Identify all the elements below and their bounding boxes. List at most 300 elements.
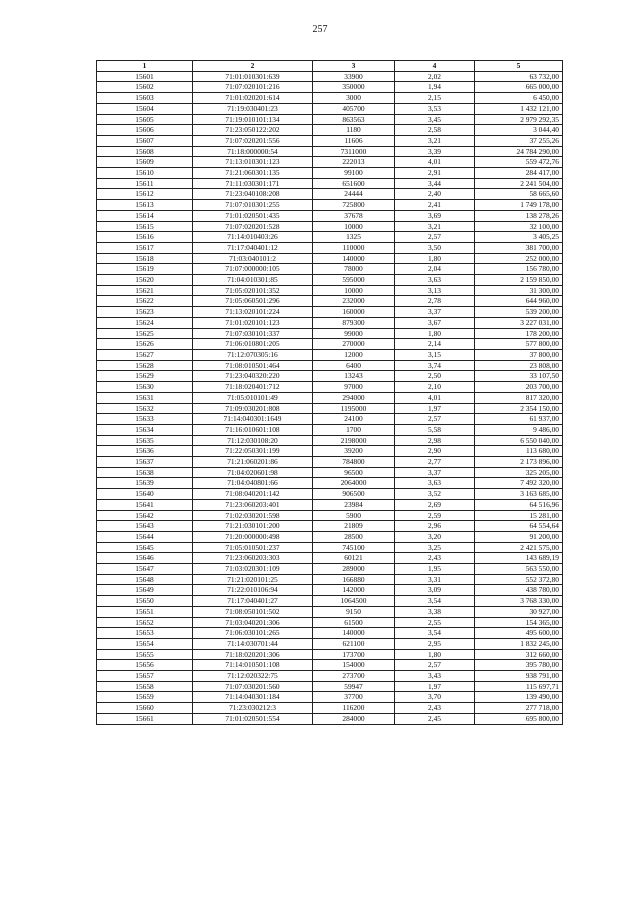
table-cell-col-4: 2,57 — [395, 414, 475, 425]
table-cell-col-2: 71:21:030101:200 — [193, 521, 313, 532]
table-cell-col-2: 71:03:040101:2 — [193, 253, 313, 264]
table-cell-col-3: 13243 — [313, 371, 395, 382]
table-cell-col-3: 222013 — [313, 157, 395, 168]
table-cell-col-5: 143 689,19 — [475, 553, 563, 564]
table-cell-col-2: 71:07:020201:528 — [193, 221, 313, 232]
table-cell-col-2: 71:19:010101:134 — [193, 114, 313, 125]
table-cell-col-2: 71:18:000000:54 — [193, 146, 313, 157]
table-cell-col-1: 15638 — [97, 467, 193, 478]
table-cell-col-5: 9 486,00 — [475, 424, 563, 435]
table-cell-col-2: 71:23:040320:220 — [193, 371, 313, 382]
table-cell-col-5: 644 960,00 — [475, 296, 563, 307]
table-cell-col-4: 2,43 — [395, 703, 475, 714]
table-header — [97, 61, 563, 72]
table-cell-col-5: 30 927,00 — [475, 606, 563, 617]
table-cell-col-4: 1,80 — [395, 649, 475, 660]
table-row — [97, 671, 563, 682]
column-header-2: 2 — [193, 61, 313, 72]
table-cell-col-5: 2 354 150,00 — [475, 403, 563, 414]
table-row — [97, 510, 563, 521]
table-cell-col-3: 78000 — [313, 264, 395, 275]
table-cell-col-4: 1,80 — [395, 328, 475, 339]
table-cell-col-4: 2,96 — [395, 521, 475, 532]
table-cell-col-5: 203 700,00 — [475, 382, 563, 393]
table-cell-col-5: 15 281,00 — [475, 510, 563, 521]
table-cell-col-4: 1,95 — [395, 564, 475, 575]
table-cell-col-3: 142000 — [313, 585, 395, 596]
table-cell-col-3: 1195000 — [313, 403, 395, 414]
table-cell-col-5: 33 107,50 — [475, 371, 563, 382]
table-cell-col-4: 1,94 — [395, 82, 475, 93]
table-cell-col-5: 63 732,00 — [475, 71, 563, 82]
table-cell-col-2: 71:03:040201:306 — [193, 617, 313, 628]
table-cell-col-3: 3000 — [313, 93, 395, 104]
table-cell-col-5: 252 000,00 — [475, 253, 563, 264]
table-row — [97, 114, 563, 125]
table-cell-col-1: 15641 — [97, 499, 193, 510]
table-cell-col-1: 15607 — [97, 135, 193, 146]
table-cell-col-2: 71:01:020101:123 — [193, 317, 313, 328]
table-cell-col-1: 15647 — [97, 564, 193, 575]
table-cell-col-1: 15639 — [97, 478, 193, 489]
table-cell-col-4: 2,78 — [395, 296, 475, 307]
table-cell-col-2: 71:18:020401:712 — [193, 382, 313, 393]
table-row — [97, 457, 563, 468]
column-header-1: 1 — [97, 61, 193, 72]
table-cell-col-2: 71:21:060301:135 — [193, 168, 313, 179]
table-cell-col-3: 11606 — [313, 135, 395, 146]
table-cell-col-4: 2,55 — [395, 617, 475, 628]
table-row — [97, 285, 563, 296]
table-cell-col-5: 695 800,00 — [475, 713, 563, 724]
table-cell-col-1: 15642 — [97, 510, 193, 521]
table-cell-col-1: 15656 — [97, 660, 193, 671]
table-cell-col-3: 154000 — [313, 660, 395, 671]
table-cell-col-5: 23 808,00 — [475, 360, 563, 371]
table-cell-col-1: 15603 — [97, 93, 193, 104]
table-cell-col-1: 15640 — [97, 489, 193, 500]
table-row — [97, 660, 563, 671]
table-cell-col-2: 71:17:040401:27 — [193, 596, 313, 607]
table-cell-col-1: 15606 — [97, 125, 193, 136]
table-row — [97, 168, 563, 179]
table-cell-col-1: 15612 — [97, 189, 193, 200]
table-cell-col-1: 15628 — [97, 360, 193, 371]
table-row — [97, 339, 563, 350]
table-cell-col-2: 71:08:040201:142 — [193, 489, 313, 500]
table-cell-col-4: 3,13 — [395, 285, 475, 296]
table-cell-col-4: 3,54 — [395, 596, 475, 607]
table-cell-col-4: 2,98 — [395, 435, 475, 446]
table-row — [97, 157, 563, 168]
table-cell-col-2: 71:20:000000:498 — [193, 531, 313, 542]
table-cell-col-2: 71:16:010601:108 — [193, 424, 313, 435]
table-row — [97, 221, 563, 232]
table-cell-col-3: 23984 — [313, 499, 395, 510]
table-row — [97, 435, 563, 446]
table-cell-col-2: 71:06:030101:265 — [193, 628, 313, 639]
table-cell-col-4: 2,40 — [395, 189, 475, 200]
table-cell-col-4: 3,21 — [395, 135, 475, 146]
table-cell-col-5: 3 044,40 — [475, 125, 563, 136]
table-cell-col-2: 71:08:010501:464 — [193, 360, 313, 371]
data-table — [96, 60, 563, 725]
table-cell-col-1: 15617 — [97, 242, 193, 253]
table-cell-col-1: 15654 — [97, 638, 193, 649]
table-cell-col-3: 12000 — [313, 349, 395, 360]
table-cell-col-1: 15631 — [97, 392, 193, 403]
table-row — [97, 467, 563, 478]
table-cell-col-1: 15637 — [97, 457, 193, 468]
table-cell-col-3: 60121 — [313, 553, 395, 564]
table-cell-col-5: 138 278,26 — [475, 210, 563, 221]
table-cell-col-5: 6 550 040,00 — [475, 435, 563, 446]
table-row — [97, 531, 563, 542]
table-cell-col-2: 71:22:050301:199 — [193, 446, 313, 457]
table-cell-col-5: 3 405,25 — [475, 232, 563, 243]
table-cell-col-4: 3,54 — [395, 628, 475, 639]
table-cell-col-2: 71:14:040301:1649 — [193, 414, 313, 425]
table-cell-col-1: 15635 — [97, 435, 193, 446]
table-cell-col-5: 58 665,60 — [475, 189, 563, 200]
table-row — [97, 200, 563, 211]
table-cell-col-4: 2,50 — [395, 371, 475, 382]
table-cell-col-1: 15643 — [97, 521, 193, 532]
table-cell-col-1: 15657 — [97, 671, 193, 682]
table-cell-col-1: 15645 — [97, 542, 193, 553]
table-cell-col-2: 71:21:020101:25 — [193, 574, 313, 585]
table-cell-col-2: 71:23:030212:3 — [193, 703, 313, 714]
table-cell-col-1: 15661 — [97, 713, 193, 724]
table-row — [97, 649, 563, 660]
table-cell-col-4: 2,14 — [395, 339, 475, 350]
table-cell-col-4: 3,38 — [395, 606, 475, 617]
table-row — [97, 638, 563, 649]
table-cell-col-4: 2,69 — [395, 499, 475, 510]
table-cell-col-3: 879300 — [313, 317, 395, 328]
table-cell-col-3: 28500 — [313, 531, 395, 542]
table-cell-col-4: 3,52 — [395, 489, 475, 500]
table-row — [97, 414, 563, 425]
table-cell-col-1: 15601 — [97, 71, 193, 82]
table-row — [97, 242, 563, 253]
table-cell-col-5: 2 241 504,00 — [475, 178, 563, 189]
table-cell-col-3: 59947 — [313, 681, 395, 692]
table-row — [97, 307, 563, 318]
table-cell-col-2: 71:05:020101:352 — [193, 285, 313, 296]
table-row — [97, 232, 563, 243]
table-cell-col-3: 784800 — [313, 457, 395, 468]
table-cell-col-1: 15618 — [97, 253, 193, 264]
table-cell-col-4: 2,90 — [395, 446, 475, 457]
table-cell-col-3: 10000 — [313, 285, 395, 296]
table-cell-col-4: 3,67 — [395, 317, 475, 328]
table-cell-col-4: 3,45 — [395, 114, 475, 125]
table-cell-col-3: 1064500 — [313, 596, 395, 607]
table-cell-col-5: 395 780,00 — [475, 660, 563, 671]
table-cell-col-4: 2,91 — [395, 168, 475, 179]
table-cell-col-2: 71:07:030101:337 — [193, 328, 313, 339]
table-cell-col-5: 277 718,00 — [475, 703, 563, 714]
table-cell-col-5: 6 450,00 — [475, 93, 563, 104]
table-cell-col-1: 15625 — [97, 328, 193, 339]
table-cell-col-2: 71:13:020101:224 — [193, 307, 313, 318]
table-row — [97, 382, 563, 393]
table-cell-col-4: 2,57 — [395, 232, 475, 243]
table-cell-col-5: 381 700,00 — [475, 242, 563, 253]
table-cell-col-5: 91 200,00 — [475, 531, 563, 542]
table-cell-col-4: 4,01 — [395, 392, 475, 403]
table-cell-col-2: 71:05:010501:237 — [193, 542, 313, 553]
table-cell-col-5: 325 205,00 — [475, 467, 563, 478]
table-cell-col-4: 2,57 — [395, 660, 475, 671]
table-row — [97, 146, 563, 157]
table-row — [97, 317, 563, 328]
table-cell-col-3: 21809 — [313, 521, 395, 532]
table-row — [97, 349, 563, 360]
table-cell-col-3: 37678 — [313, 210, 395, 221]
table-cell-col-3: 166880 — [313, 574, 395, 585]
table-cell-col-5: 154 365,00 — [475, 617, 563, 628]
table-cell-col-3: 270000 — [313, 339, 395, 350]
table-cell-col-3: 160000 — [313, 307, 395, 318]
table-row — [97, 275, 563, 286]
table-cell-col-2: 71:17:040401:12 — [193, 242, 313, 253]
column-header-4: 4 — [395, 61, 475, 72]
table-cell-col-1: 15614 — [97, 210, 193, 221]
table-body — [97, 71, 563, 724]
table-cell-col-3: 1180 — [313, 125, 395, 136]
table-cell-col-2: 71:14:010501:108 — [193, 660, 313, 671]
table-cell-col-4: 2,10 — [395, 382, 475, 393]
table-cell-col-3: 745100 — [313, 542, 395, 553]
table-cell-col-2: 71:07:010301:255 — [193, 200, 313, 211]
table-cell-col-2: 71:13:010301:123 — [193, 157, 313, 168]
table-cell-col-1: 15626 — [97, 339, 193, 350]
table-cell-col-2: 71:07:020201:556 — [193, 135, 313, 146]
table-cell-col-1: 15646 — [97, 553, 193, 564]
table-cell-col-4: 3,69 — [395, 210, 475, 221]
table-row — [97, 596, 563, 607]
table-cell-col-5: 64 516,96 — [475, 499, 563, 510]
table-cell-col-5: 113 680,00 — [475, 446, 563, 457]
table-cell-col-5: 31 300,00 — [475, 285, 563, 296]
table-row — [97, 713, 563, 724]
table-cell-col-1: 15611 — [97, 178, 193, 189]
table-row — [97, 264, 563, 275]
table-cell-col-5: 37 800,00 — [475, 349, 563, 360]
table-cell-col-5: 3 227 031,00 — [475, 317, 563, 328]
table-cell-col-3: 140000 — [313, 253, 395, 264]
table-row — [97, 189, 563, 200]
table-cell-col-2: 71:07:020101:216 — [193, 82, 313, 93]
table-cell-col-1: 15655 — [97, 649, 193, 660]
table-cell-col-4: 3,53 — [395, 103, 475, 114]
table-cell-col-2: 71:21:060201:86 — [193, 457, 313, 468]
table-cell-col-4: 3,37 — [395, 467, 475, 478]
table-cell-col-1: 15659 — [97, 692, 193, 703]
table-cell-col-3: 24100 — [313, 414, 395, 425]
table-cell-col-2: 71:01:020201:614 — [193, 93, 313, 104]
table-cell-col-1: 15615 — [97, 221, 193, 232]
table-row — [97, 681, 563, 692]
table-cell-col-1: 15616 — [97, 232, 193, 243]
table-row — [97, 125, 563, 136]
header-row — [97, 61, 563, 72]
table-row — [97, 446, 563, 457]
table-cell-col-3: 725800 — [313, 200, 395, 211]
table-row — [97, 553, 563, 564]
table-cell-col-5: 563 550,00 — [475, 564, 563, 575]
table-cell-col-3: 232000 — [313, 296, 395, 307]
table-row — [97, 403, 563, 414]
table-cell-col-2: 71:23:050122:202 — [193, 125, 313, 136]
table-cell-col-2: 71:02:030201:598 — [193, 510, 313, 521]
table-cell-col-3: 595000 — [313, 275, 395, 286]
table-cell-col-3: 273700 — [313, 671, 395, 682]
table-row — [97, 424, 563, 435]
table-cell-col-1: 15613 — [97, 200, 193, 211]
table-cell-col-5: 139 490,00 — [475, 692, 563, 703]
table-cell-col-2: 71:12:030108:20 — [193, 435, 313, 446]
table-cell-col-4: 3,09 — [395, 585, 475, 596]
table-cell-col-1: 15648 — [97, 574, 193, 585]
table-cell-col-5: 3 768 330,00 — [475, 596, 563, 607]
table-cell-col-3: 99100 — [313, 168, 395, 179]
table-cell-col-2: 71:12:070305:16 — [193, 349, 313, 360]
table-cell-col-4: 3,50 — [395, 242, 475, 253]
table-cell-col-3: 39200 — [313, 446, 395, 457]
table-cell-col-5: 7 492 320,00 — [475, 478, 563, 489]
table-cell-col-4: 3,20 — [395, 531, 475, 542]
table-cell-col-3: 2064000 — [313, 478, 395, 489]
table-cell-col-2: 71:23:060203:303 — [193, 553, 313, 564]
table-cell-col-4: 2,41 — [395, 200, 475, 211]
table-cell-col-4: 2,43 — [395, 553, 475, 564]
table-cell-col-4: 3,44 — [395, 178, 475, 189]
table-cell-col-2: 71:23:060203:401 — [193, 499, 313, 510]
table-cell-col-3: 33900 — [313, 71, 395, 82]
table-cell-col-1: 15650 — [97, 596, 193, 607]
table-cell-col-1: 15633 — [97, 414, 193, 425]
table-cell-col-4: 2,02 — [395, 71, 475, 82]
table-cell-col-4: 3,21 — [395, 221, 475, 232]
table-cell-col-5: 284 417,00 — [475, 168, 563, 179]
table-cell-col-4: 3,70 — [395, 692, 475, 703]
table-cell-col-4: 3,37 — [395, 307, 475, 318]
table-cell-col-4: 2,45 — [395, 713, 475, 724]
table-cell-col-3: 96500 — [313, 467, 395, 478]
table-cell-col-4: 5,58 — [395, 424, 475, 435]
table-cell-col-3: 7311000 — [313, 146, 395, 157]
table-row — [97, 628, 563, 639]
table-row — [97, 71, 563, 82]
table-row — [97, 135, 563, 146]
table-cell-col-5: 115 697,71 — [475, 681, 563, 692]
table-row — [97, 574, 563, 585]
table-row — [97, 93, 563, 104]
table-row — [97, 178, 563, 189]
table-cell-col-1: 15629 — [97, 371, 193, 382]
table-cell-col-3: 61500 — [313, 617, 395, 628]
table-row — [97, 360, 563, 371]
table-cell-col-4: 2,59 — [395, 510, 475, 521]
table-cell-col-4: 2,04 — [395, 264, 475, 275]
table-cell-col-4: 4,01 — [395, 157, 475, 168]
table-cell-col-1: 15620 — [97, 275, 193, 286]
table-cell-col-1: 15605 — [97, 114, 193, 125]
table-row — [97, 606, 563, 617]
table-cell-col-1: 15602 — [97, 82, 193, 93]
table-cell-col-4: 3,25 — [395, 542, 475, 553]
table-row — [97, 489, 563, 500]
table-cell-col-1: 15636 — [97, 446, 193, 457]
table-cell-col-5: 64 554,64 — [475, 521, 563, 532]
table-cell-col-3: 116200 — [313, 703, 395, 714]
table-cell-col-1: 15653 — [97, 628, 193, 639]
table-cell-col-2: 71:07:030201:560 — [193, 681, 313, 692]
table-cell-col-4: 2,95 — [395, 638, 475, 649]
table-cell-col-2: 71:22:010106:94 — [193, 585, 313, 596]
table-cell-col-5: 61 937,00 — [475, 414, 563, 425]
table-row — [97, 703, 563, 714]
table-cell-col-3: 294000 — [313, 392, 395, 403]
table-cell-col-5: 817 320,00 — [475, 392, 563, 403]
table-cell-col-1: 15608 — [97, 146, 193, 157]
table-row — [97, 478, 563, 489]
table-cell-col-5: 3 163 685,00 — [475, 489, 563, 500]
table-cell-col-2: 71:07:000000:105 — [193, 264, 313, 275]
table-cell-col-5: 552 372,80 — [475, 574, 563, 585]
table-cell-col-1: 15649 — [97, 585, 193, 596]
table-cell-col-4: 2,58 — [395, 125, 475, 136]
table-cell-col-3: 651600 — [313, 178, 395, 189]
table-cell-col-1: 15623 — [97, 307, 193, 318]
table-cell-col-3: 284000 — [313, 713, 395, 724]
table-cell-col-3: 405700 — [313, 103, 395, 114]
table-cell-col-2: 71:14:030701:44 — [193, 638, 313, 649]
table-cell-col-4: 3,39 — [395, 146, 475, 157]
table-cell-col-1: 15658 — [97, 681, 193, 692]
table-row — [97, 296, 563, 307]
table-cell-col-3: 6400 — [313, 360, 395, 371]
table-cell-col-3: 140000 — [313, 628, 395, 639]
table-cell-col-3: 906500 — [313, 489, 395, 500]
table-cell-col-5: 37 255,26 — [475, 135, 563, 146]
table-cell-col-5: 156 780,00 — [475, 264, 563, 275]
table-row — [97, 542, 563, 553]
table-cell-col-1: 15621 — [97, 285, 193, 296]
table-cell-col-5: 495 600,00 — [475, 628, 563, 639]
table-cell-col-2: 71:05:060501:296 — [193, 296, 313, 307]
table-cell-col-4: 3,63 — [395, 478, 475, 489]
table-cell-col-5: 2 979 292,35 — [475, 114, 563, 125]
table-row — [97, 521, 563, 532]
table-cell-col-2: 71:04:010301:85 — [193, 275, 313, 286]
table-cell-col-5: 312 660,00 — [475, 649, 563, 660]
table-cell-col-3: 97000 — [313, 382, 395, 393]
table-row — [97, 692, 563, 703]
table-cell-col-2: 71:09:030201:808 — [193, 403, 313, 414]
table-cell-col-1: 15610 — [97, 168, 193, 179]
table-cell-col-2: 71:05:010101:49 — [193, 392, 313, 403]
table-row — [97, 564, 563, 575]
table-cell-col-5: 1 749 178,00 — [475, 200, 563, 211]
table-cell-col-5: 2 421 575,00 — [475, 542, 563, 553]
table-cell-col-4: 3,15 — [395, 349, 475, 360]
table-cell-col-1: 15660 — [97, 703, 193, 714]
table-cell-col-3: 10000 — [313, 221, 395, 232]
